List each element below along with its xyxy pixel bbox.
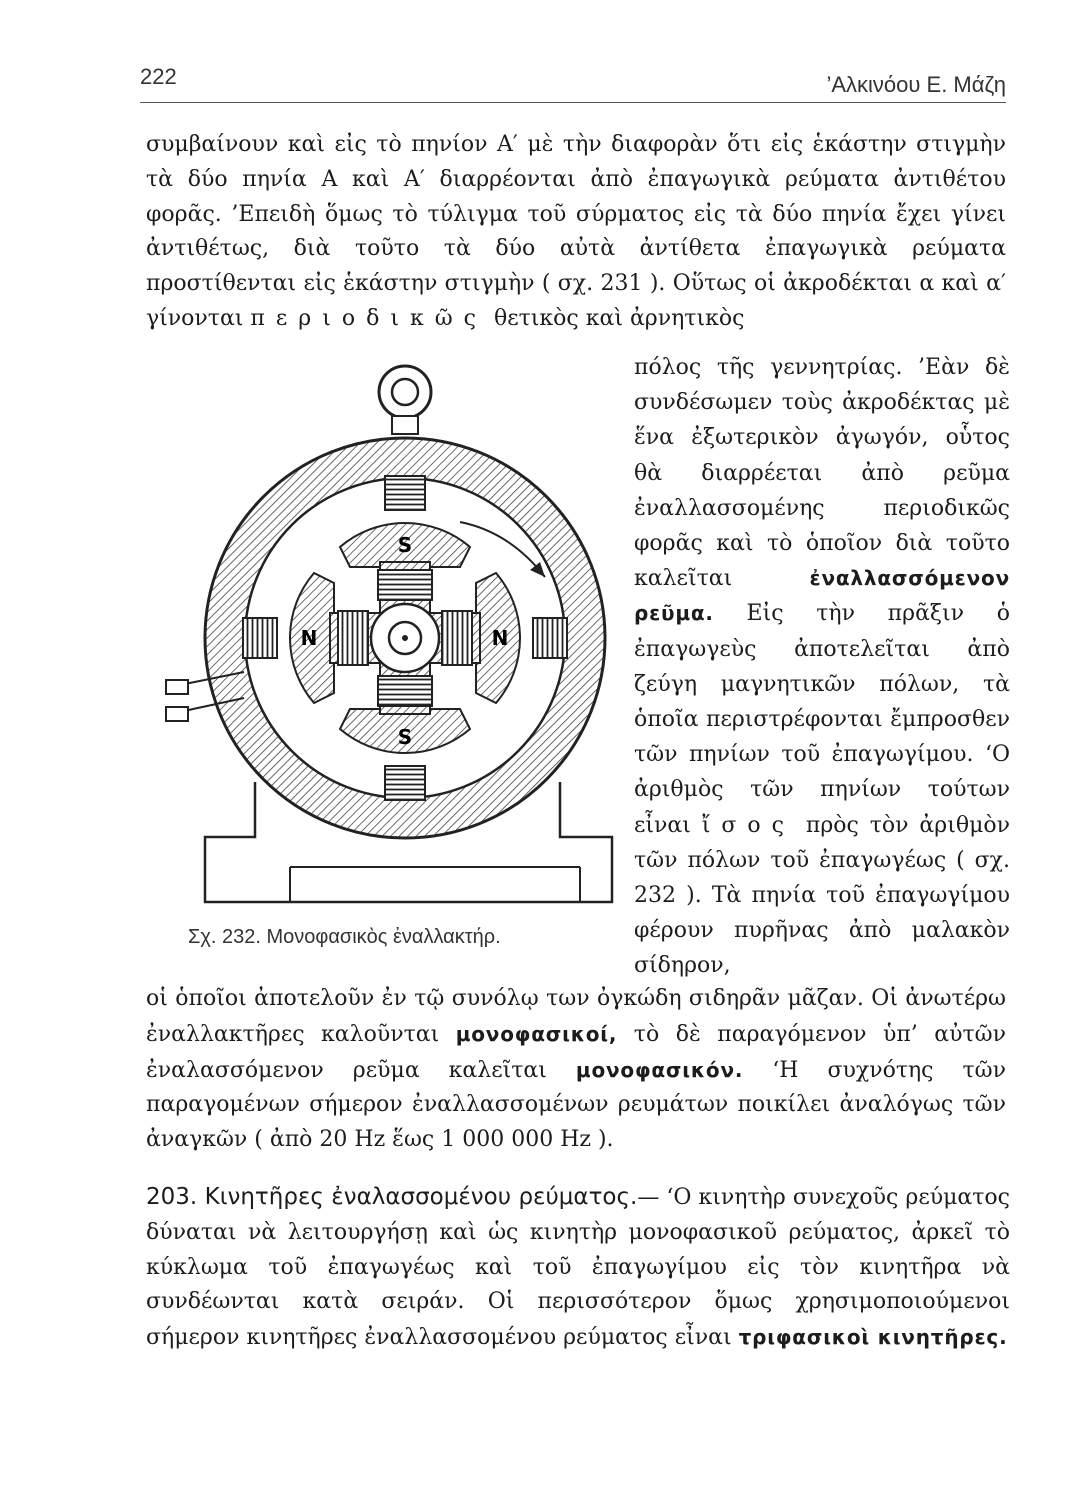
stator-coil [533, 618, 567, 658]
stator-coil [385, 476, 425, 510]
rotor-coil [442, 611, 472, 665]
page-header [140, 62, 1006, 103]
rotor-coil [378, 570, 432, 600]
section-heading: 203. Κινητῆρες ἐναλασσομένου ρεύματος. [146, 1184, 638, 1210]
bold-term: μονοφασικόν. [575, 1057, 744, 1082]
pole-label: S [397, 725, 413, 749]
stator-coil [243, 618, 277, 658]
bold-term: τριφασικοὶ κινητῆρες. [738, 1325, 1008, 1350]
pole-label: S [397, 533, 413, 557]
lifting-ring [379, 366, 431, 418]
spaced-word: ἴσος [701, 812, 795, 838]
pole-label: N [300, 626, 318, 650]
page-number: 222 [140, 64, 177, 89]
section-203: 203. Κινητῆρες ἐναλασσομένου ρεύματος.— ‘Ο κινητὴρ συνεχοῦς ρεύματος δύναται νὰ λειτουργήσῃ καὶ ὡς κινητὴρ μονοφασικοῦ ρεύματος, ἀρκεῖ τὸ κύκλωμα τοῦ ἐπαγωγέως καὶ τοῦ ἐπαγωγίμου εἰς τὸν κινητῆρα νὰ συνδέωνται κατὰ σειράν. Οἱ περισσότερον ὅμως χρησιμοποιούμενοι σήμερον κινητῆρες ἐναλλασσομένου ρεύματος εἶναι τριφασικοὶ κινητῆρες. [146, 1184, 1010, 1351]
paragraph-2: πόλος τῆς γεννητρίας. ’Εὰν δὲ συνδέσωμεν τοὺς ἀκροδέκτας μὲ ἕνα ἐξωτερικὸν ἀγωγόν, οὗτος θὰ διαρρέεται ἀπὸ ρεῦμα ἐναλλασσομένης περιοδικῶς φορᾶς καὶ τὸ ὁποῖον διὰ τοῦτο καλεῖται ἐναλλασσόμενον ρεῦμα. Εἰς τὴν πρᾶξιν ὁ ἐπαγωγεὺς ἀποτελεῖται ἀπὸ ζεύγη μαγνητικῶν πόλων, τὰ ὁποῖα περιστρέφονται ἔμπροσθεν τῶν πηνίων τοῦ ἐπαγωγίμου. ‘Ο ἀριθμὸς τῶν πηνίων τούτων εἶναι ἴσος πρὸς τὸν ἀριθμὸν τῶν πόλων τοῦ ἐπαγωγέως ( σχ. 232 ). Τὰ πηνία τοῦ ἐπαγωγίμου φέρουν πυρῆνας ἀπὸ μαλακὸν σίδηρον, [634, 355, 1010, 979]
bold-term: μονοφασικοί, [455, 1021, 618, 1046]
bold-term: ἐναλλασσόμενον ρεῦμα. [634, 566, 1010, 626]
running-title: ’Αλκινόου Ε. Μάζη [826, 72, 1006, 97]
stator-coil [385, 766, 425, 800]
figure-caption: Σχ. 232. Μονοφασικὸς ἐναλλακτήρ. [188, 926, 501, 948]
rotor-coil [338, 611, 368, 665]
pole-label: N [491, 626, 509, 650]
paragraph-1: συμβαίνουν καὶ εἰς τὸ πηνίον Α′ μὲ τὴν διαφορὰν ὅτι εἰς ἑκάστην στιγμὴν τὰ δύο πηνία Α καὶ Α′ διαρρέονται ἀπὸ ἐπαγωγικὰ ρεύματα ἀντιθέτου φορᾶς. ’Επειδὴ ὅμως τὸ τύλιγμα τοῦ σύρματος εἰς τὰ δύο πηνία ἔχει γίνει ἀντιθέτως, διὰ τοῦτο τὰ δύο αὐτὰ ἀντίθετα ἐπαγωγικὰ ρεύματα προστίθενται εἰς ἑκάστην στιγμὴν ( σχ. 231 ). Οὕτως οἱ ἀκροδέκται α καὶ α′ γίνονται περιοδικῶς θετικὸς καὶ ἀρνητικὸς [146, 132, 1006, 331]
paragraph-3: οἱ ὁποῖοι ἀποτελοῦν ἐν τῷ συνόλῳ των ὀγκώδη σιδηρᾶν μᾶζαν. Οἱ ἀνωτέρω ἐναλλακτῆρες καλοῦνται μονοφασικοί, τὸ δὲ παραγόμενον ὑπ’ αὐτῶν ἐναλασσόμενον ρεῦμα καλεῖται μονοφασικόν. ‘Η συχνότης τῶν παραγομένων σήμερον ἐναλλασσομένων ρευμάτων ποικίλει ἀναλόγως τῶν ἀναγκῶν ( ἀπὸ 20 Hz ἕως 1 000 000 Hz ). [146, 986, 1006, 1153]
alternator-figure [160, 362, 630, 912]
spaced-word: περιοδικῶς [250, 305, 487, 331]
rotor-coil [378, 676, 432, 706]
